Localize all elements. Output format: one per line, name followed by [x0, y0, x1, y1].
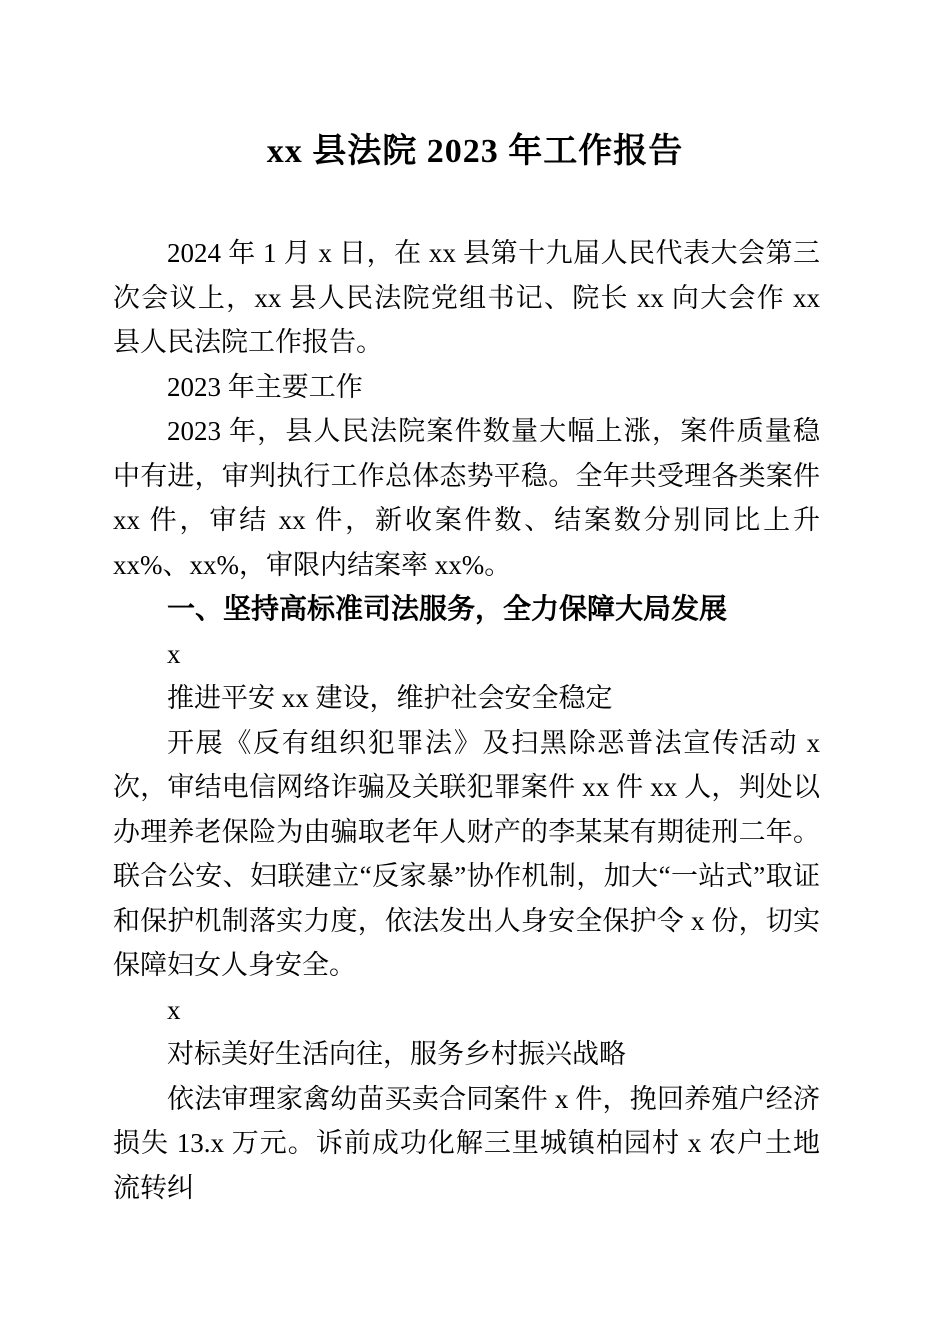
document-title: xx 县法院 2023 年工作报告 [266, 133, 684, 170]
paragraph-placeholder-x-1: x [167, 638, 181, 669]
paragraph-overview-statistics: 2023 年，县人民法院案件数量大幅上涨，案件质量稳中有进，审判执行工作总体态势平稳。全年共受理各类案件 xx 件，审结 xx 件，新收案件数、结案数分别同比上升 xx%、xx%，审限内结案率 xx%。 [113, 416, 820, 580]
subheading-rural-revitalization: 对标美好生活向往，服务乡村振兴战略 [167, 1039, 626, 1069]
paragraph-placeholder-x-2: x [167, 994, 181, 1025]
paragraph-public-safety-detail: 开展《反有组织犯罪法》及扫黑除恶普法宣传活动 x 次，审结电信网络诈骗及关联犯罪案件 xx 件 xx 人，判处以办理养老保险为由骗取老年人财产的李某某有期徒刑二年。联合公安、妇联建立“反家暴”协作机制，加大“一站式”取证和保护机制落实力度，依法发出人身安全保护令 x 份，切实保障妇女人身安全。 [113, 727, 820, 980]
document-body [113, 231, 820, 1210]
paragraph-rural-revitalization-detail: 依法审理家禽幼苗买卖合同案件 x 件，挽回养殖户经济损失 13.x 万元。诉前成功化解三里城镇柏园村 x 农户土地流转纠 [113, 1083, 820, 1203]
paragraph-2023-main-work: 2023 年主要工作 [167, 371, 363, 402]
paragraph-intro: 2024 年 1 月 x 日，在 xx 县第十九届人民代表大会第三次会议上，xx 县人民法院党组书记、院长 xx 向大会作 xx 县人民法院工作报告。 [113, 238, 820, 357]
section-heading-1: 一、坚持高标准司法服务，全力保障大局发展 [167, 592, 728, 625]
subheading-public-safety: 推进平安 xx 建设，维护社会安全稳定 [167, 683, 613, 713]
